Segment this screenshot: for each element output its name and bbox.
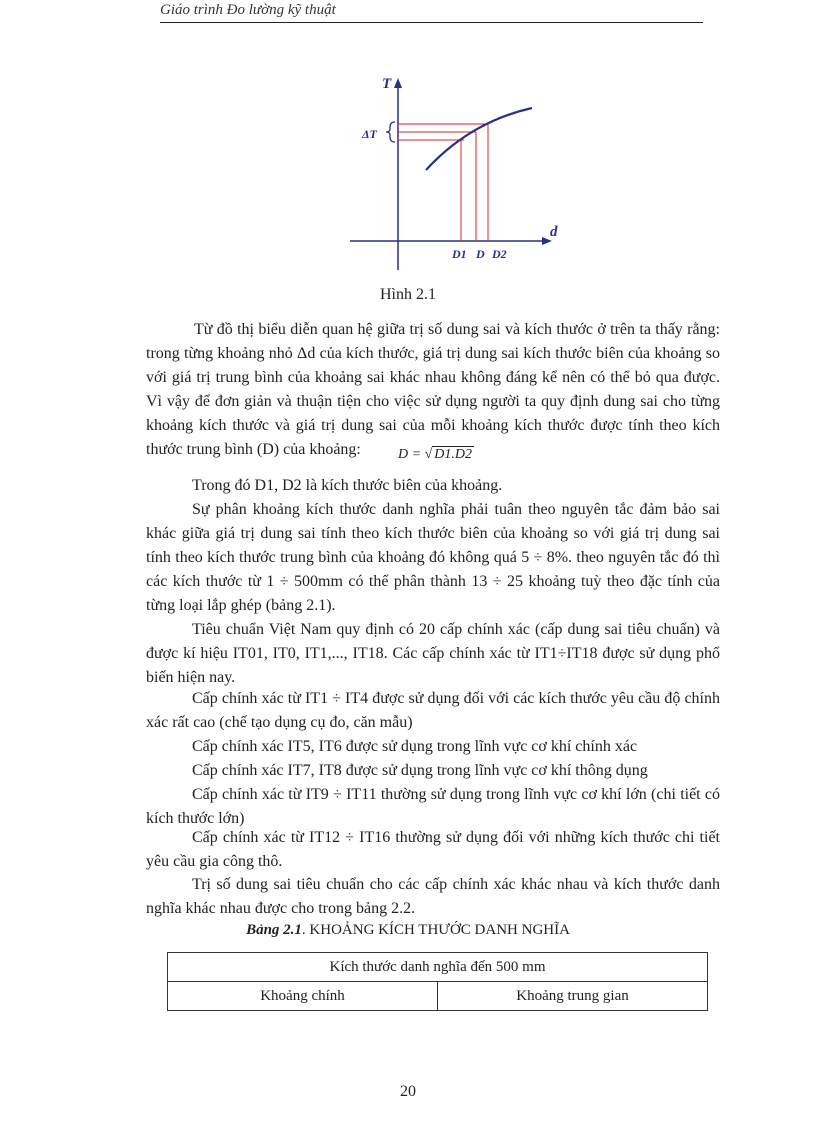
paragraph-it7-it8: Cấp chính xác IT7, IT8 được sử dụng trong lĩnh vực cơ khí thông dụng bbox=[192, 762, 648, 779]
paragraph-it1-it4: Cấp chính xác từ IT1 ÷ IT4 được sử dụng đối với các kích thước yêu cầu độ chính xác rất cao (chế tạo dụng cụ đo, căn mẫu) bbox=[146, 690, 720, 731]
tolerance-curve bbox=[426, 108, 532, 170]
paragraph-it9-it11: Cấp chính xác từ IT9 ÷ IT11 thường sử dụng trong lĩnh vực cơ khí lớn (chi tiết có kích thước lớn) bbox=[146, 786, 720, 827]
paragraph-accuracy-grades: Tiêu chuẩn Việt Nam quy định có 20 cấp chính xác (cấp dung sai tiêu chuẩn) và được kí hiệu IT01, IT0, IT1,..., IT18. Các cấp chính xác từ IT1÷IT18 được sử dụng phổ biến hiện nay. bbox=[146, 621, 720, 686]
y-axis-label: T bbox=[382, 76, 392, 92]
paragraph-table-ref: Trị số dung sai tiêu chuẩn cho các cấp chính xác khác nhau và kích thước danh nghĩa khác nhau được cho trong bảng 2.2. bbox=[146, 876, 720, 917]
sqrt-sign: √ bbox=[424, 447, 433, 462]
paragraph-graph-explanation: Từ đồ thị biểu diễn quan hệ giữa trị số dung sai và kích thước ở trên ta thấy rằng: trong từng khoảng nhỏ Δd của kích thước, giá trị dung sai kích thước biên của khoảng so với giá trị trung bình của khoảng sai khác nhau không đáng kể nên có thể bỏ qua được. Vì vậy để đơn giản và thuận tiện cho việc sử dụng người ta quy định dung sai cho từng khoảng kích thước và giá trị dung sai của mỗi khoảng kích thước được tính theo kích thước trung bình (D) của khoảng: bbox=[146, 321, 720, 458]
table-row bbox=[168, 953, 708, 982]
running-header: Giáo trình Đo lường kỹ thuật bbox=[160, 2, 703, 23]
delta-brace bbox=[386, 122, 395, 142]
guide-lines bbox=[398, 124, 488, 241]
size-range-table bbox=[167, 952, 708, 1011]
d-label: D bbox=[476, 247, 485, 261]
paragraph-it12-it16: Cấp chính xác từ IT12 ÷ IT16 thường sử dụng đối với những kích thước chi tiết yêu cầu gia công thô. bbox=[146, 829, 720, 870]
formula-radicand: D1.D2 bbox=[434, 447, 472, 462]
paragraph-range-division: Sự phân khoảng kích thước danh nghĩa phải tuân theo nguyên tắc đảm bảo sai khác giữa giá trị dung sai tính theo kích thước biên của khoảng so với giá trị dung sai tính theo kích thước trung bình của khoảng đó không quá 5 ÷ 8%. theo nguyên tắc đó thì các kích thước từ 1 ÷ 500mm có thể phân thành 13 ÷ 25 khoảng tuỳ theo đặc tính của từng loại lắp ghép (bảng 2.1). bbox=[146, 501, 720, 614]
x-axis-label: d bbox=[550, 224, 558, 240]
delta-t-label: ΔT bbox=[362, 127, 377, 141]
table-caption-label: Bảng 2.1 bbox=[246, 922, 302, 938]
y-axis-arrow bbox=[394, 78, 402, 88]
formula-lhs: D = bbox=[398, 447, 425, 462]
table-caption-title: . KHOẢNG KÍCH THƯỚC DANH NGHĨA bbox=[301, 922, 570, 938]
d1-label: D1 bbox=[452, 247, 467, 261]
mean-size-formula bbox=[398, 446, 474, 463]
d2-label: D2 bbox=[492, 247, 507, 261]
figure-caption: Hình 2.1 bbox=[380, 286, 436, 303]
tolerance-size-graph bbox=[340, 72, 570, 277]
table-header-cell: Kích thước danh nghĩa đến 500 mm bbox=[168, 953, 708, 982]
table-col-intermediate-ranges: Khoảng trung gian bbox=[438, 982, 708, 1011]
page-number: 20 bbox=[400, 1083, 416, 1100]
table-row bbox=[168, 982, 708, 1011]
paragraph-bounds: Trong đó D1, D2 là kích thước biên của khoảng. bbox=[192, 477, 503, 494]
table-col-main-ranges: Khoảng chính bbox=[168, 982, 438, 1011]
paragraph-it5-it6: Cấp chính xác IT5, IT6 được sử dụng trong lĩnh vực cơ khí chính xác bbox=[192, 738, 638, 755]
table-caption bbox=[0, 922, 816, 939]
